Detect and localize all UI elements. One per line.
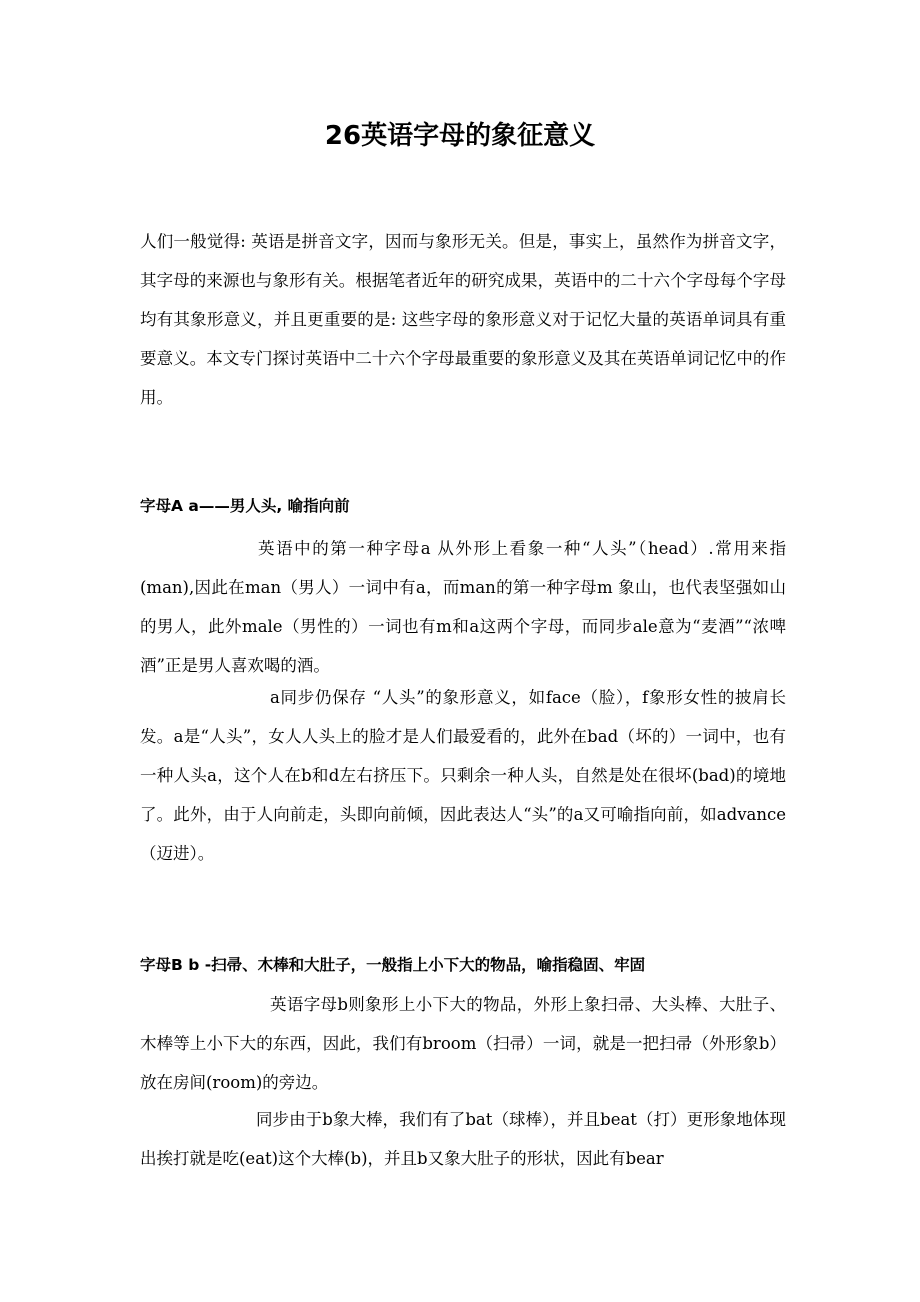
section-b-paragraph-1: 英语字母b则象形上小下大的物品，外形上象扫帚、大头棒、大肚子、木棒等上小下大的东西，因此，我们有broom（扫帚）一词，就是一把扫帚（外形象b）放在房间(room)的旁边。 — [140, 995, 786, 1092]
section-b-paragraph-2: 同步由于b象大棒，我们有了bat（球棒），并且beat（打）更形象地体现出挨打就是吃(eat)这个大棒(b)，并且b又象大肚子的形状，因此有bear — [140, 1110, 786, 1168]
intro-paragraph: 人们一般觉得: 英语是拼音文字，因而与象形无关。但是，事实上，虽然作为拼音文字，其字母的来源也与象形有关。根据笔者近年的研究成果，英语中的二十六个字母每个字母均有其象形意义，并且更重要的是: 这些字母的象形意义对于记忆大量的英语单词具有重要意义。本文专门探讨英语中二十六个字母最重要的象形意义及其在英语单词记忆中的作用。 — [140, 232, 786, 407]
section-heading-a: 字母A a——男人头, 喻指向前 — [140, 497, 350, 515]
page-title: 26英语字母的象征意义 — [324, 121, 596, 151]
section-a-paragraph-2: a同步仍保存 “人头”的象形意义，如face（脸），f象形女性的披肩长发。a是“人头”，女人人头上的脸才是人们最爱看的，此外在bad（坏的）一词中，也有一种人头a，这个人在b和d左右挤压下。只剩余一种人头，自然是处在很坏(bad)的境地了。此外，由于人向前走，头即向前倾，因此表达人“头”的a又可喻指向前，如advance（迈进）。 — [140, 688, 786, 863]
section-a-paragraph-1: 英语中的第一种字母a 从外形上看象一种“人头”（head）.常用来指(man),因此在man（男人）一词中有a，而man的第一种字母m 象山，也代表坚强如山的男人，此外male（男性的）一词也有m和a这两个字母，而同步ale意为“麦酒”“浓啤酒”正是男人喜欢喝的酒。 — [140, 539, 786, 675]
section-heading-b: 字母B b -扫帚、木棒和大肚子，一般指上小下大的物品，喻指稳固、牢固 — [140, 956, 646, 974]
